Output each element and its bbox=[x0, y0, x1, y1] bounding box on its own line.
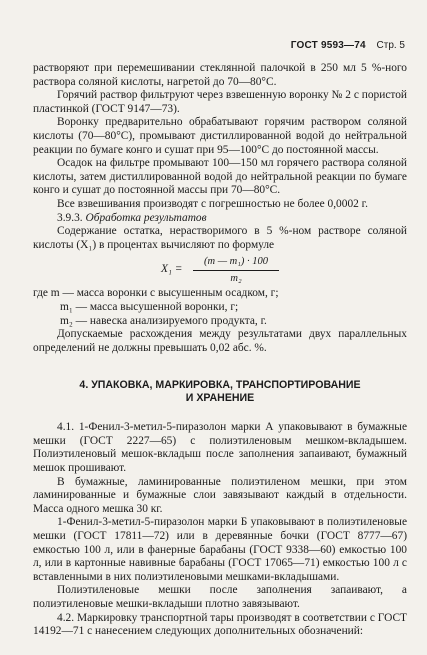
variable-definition: где m — масса воронки с высушенным осадком, г; bbox=[33, 287, 279, 300]
page-number: Стр. 5 bbox=[376, 40, 405, 51]
variable-definitions bbox=[33, 287, 407, 328]
subsection-number: 3.9.3. bbox=[57, 211, 83, 224]
paragraph: Горячий раствор фильтруют через взвешенную воронку № 2 с пористой пластинкой (ГОСТ 9147—73). bbox=[33, 89, 407, 115]
paragraph: В бумажные, ламинированные полиэтиленом мешки, при этом ламинированные и бумажные слои завязывают каждый в отдельности. Масса одного мешка 30 кг. bbox=[33, 475, 407, 515]
paragraph: 4.2. Маркировку транспортной тары производят в соответствии с ГОСТ 14192—71 с нанесением следующих дополнительных обозначений: bbox=[33, 611, 407, 638]
paragraph: Все взвешивания производят с погрешностью не более 0,0002 г. bbox=[57, 197, 368, 210]
standard-number: ГОСТ 9593—74 bbox=[290, 40, 366, 51]
subsection-title: Обработка результатов bbox=[85, 211, 207, 224]
document-body bbox=[33, 62, 407, 639]
page-header bbox=[291, 40, 405, 51]
section-title bbox=[33, 379, 407, 405]
paragraph: 1-Фенил-3-метил-5-пиразолон марки Б упаковывают в полиэтиленовые мешки (ГОСТ 17811—72) или в деревянные бочки (ГОСТ 8777—67) емкостью 100 л, или в фанерные барабаны (ГОСТ 9338—60) емкостью 100 л, или в картонные навивные барабаны (ГОСТ 17065—71) емкостью 100 л с вставленными в них полиэтиленовыми мешками-вкладышами. bbox=[33, 516, 407, 583]
formula-intro: Содержание остатка, нерастворимого в 5 %-ном растворе соляной кислоты (X₁) в процентах вычисляют по формуле bbox=[33, 225, 407, 251]
section-title-line: 4. УПАКОВКА, МАРКИРОВКА, ТРАНСПОРТИРОВАНИЕ bbox=[79, 379, 361, 392]
formula bbox=[33, 255, 407, 285]
paragraph: Осадок на фильтре промывают 100—150 мл горячего раствора соляной кислоты, затем дистиллированной водой до нейтральной реакции по бумаге конго и сушат до постоянной массы при 70—80°С. bbox=[33, 157, 407, 197]
formula-denominator: m₂ bbox=[230, 272, 242, 284]
paragraph: 4.1. 1-Фенил-3-метил-5-пиразолон марки А упаковывают в бумажные мешки (ГОСТ 2227—65) с полиэтиленовым мешком-вкладышем. Полиэтиленовый мешок-вкладыш после заполнения запаивают, бумажный мешок прошивают. bbox=[33, 421, 407, 475]
paragraph: растворяют при перемешивании стеклянной палочкой в 250 мл 5 %-ного раствора соляной кислоты, нагретой до 70—80°С. bbox=[33, 62, 407, 88]
tolerance-paragraph: Допускаемые расхождения между результатами двух параллельных определений не должны превышать 0,02 абс. %. bbox=[33, 328, 407, 354]
formula-lhs: X₁ = bbox=[161, 263, 183, 276]
subsection-heading bbox=[33, 212, 407, 226]
paragraph: Полиэтиленовые мешки после заполнения запаивают, а полиэтиленовые мешки-вкладыши плотно завязывают. bbox=[33, 584, 407, 610]
section-title-line: И ХРАНЕНИЕ bbox=[185, 392, 255, 405]
formula-numerator: (m — m₁) · 100 bbox=[193, 255, 279, 271]
formula-fraction bbox=[193, 255, 279, 285]
paragraph: Воронку предварительно обрабатывают горячим раствором соляной кислоты (70—80°С), промывают дистиллированной водой до нейтральной реакции по бумаге конго и сушат при 95—100°С до постоянной массы. bbox=[33, 116, 407, 156]
variable-definition: m₁ — масса высушенной воронки, г; bbox=[60, 300, 239, 313]
variable-definition: m₂ — навеска анализируемого продукта, г. bbox=[60, 314, 267, 327]
